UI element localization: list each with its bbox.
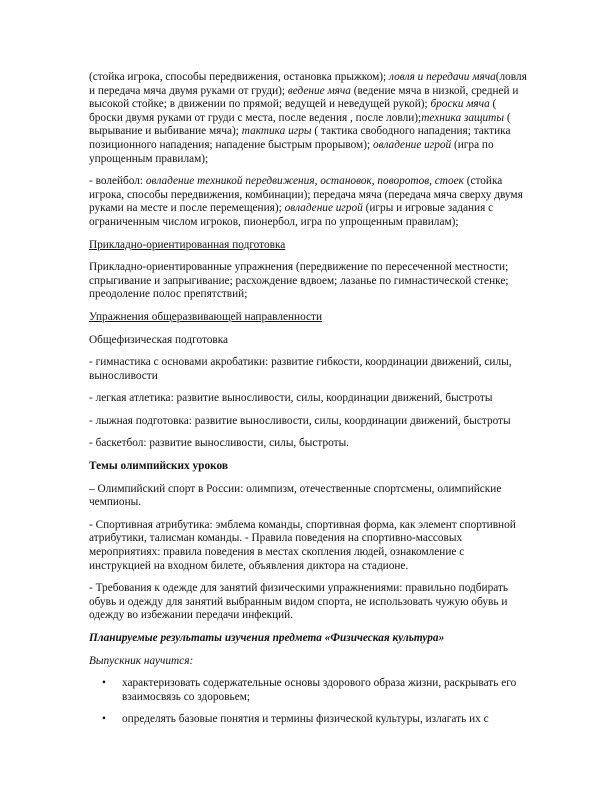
planned-results-heading: Планируемые результаты изучения предмета «Физическая культура» (89, 632, 445, 644)
italic-term: овладение техникой передвижения, остановок, поворотов, стоек (145, 175, 464, 188)
ski-paragraph: - лыжная подготовка: развитие выносливости, силы, координации движений, быстроты (89, 414, 511, 427)
olympic-lessons-heading: Темы олимпийских уроков (89, 460, 228, 473)
basketball-dev-paragraph: - баскетбол: развитие выносливости, силы, быстроты. (89, 437, 349, 450)
italic-term: ведение мяча (287, 84, 351, 97)
sport-attributes-paragraph: - Спортивная атрибутика: эмблема команды, спортивная форма, как элемент спортивной атрибутики, талисман команды. - Правила поведения на спортивно-массовых мероприятиях: правила поведения в местах скопления людей, ознакомление с инструкцией на входном билете, объявления диктора на стадионе. (89, 518, 516, 572)
italic-term: техника защиты (421, 111, 504, 124)
volleyball-paragraph (89, 175, 529, 229)
italic-term: овладение игрой (284, 202, 363, 215)
text-run: (стойка игрока, способы передвижения, комбинации); передача мяча (передача мяча сверху двумя руками на месте и после перемещения); (89, 175, 523, 215)
general-physical-label: Общефизическая подготовка (89, 333, 229, 346)
italic-term: овладение игрой (372, 138, 452, 151)
gymnastics-paragraph: - гимнастика с основами акробатики: развитие гибкости, координации движений, силы, выносливости (89, 356, 512, 382)
clothing-requirements-paragraph: - Требования к одежде для занятий физическими упражнениями: правильно подбирать обувь и одежду для занятий выбранным видом спорта, не использовать чужую обувь и одежду во избежании передачи инфекций. (89, 582, 509, 622)
document-body (89, 71, 529, 736)
list-item: • определять базовые понятия и термины физической культуры, излагать их с (89, 713, 529, 727)
athletics-paragraph: - легкая атлетика: развитие выносливости, силы, координации движений, быстроты (89, 392, 493, 405)
text-run: (ведение мяча в низкой, средней и высокой стойке; в движении по прямой; ведущей и неведущей рукой); (89, 84, 519, 111)
text-run: (игры и игровые задания с ограниченным числом игроков, пионербол, игра по упрощенным правилам); (89, 202, 494, 228)
text-run: - волейбол: (89, 175, 146, 188)
italic-term: ловля и передачи мяча (389, 71, 496, 83)
text-run: (стойка игрока, способы передвижения, остановка прыжком); (89, 71, 390, 83)
text-run: (ловля и передача мяча двумя руками от груди); (89, 71, 527, 97)
general-development-heading: Упражнения общеразвивающей направленности (89, 310, 322, 323)
text-run: ( броски двумя руками от груди с места, после ведения , после ловли); (89, 98, 497, 124)
graduate-will-learn-label: Выпускник научится: (89, 654, 194, 667)
italic-term: броски мяча (430, 98, 490, 111)
basketball-paragraph (89, 71, 529, 166)
applied-training-paragraph: Прикладно-ориентированные упражнения (передвижение по пересеченной местности; спрыгивание и запрыгивание; расхождение вдвоем; лазанье по гимнастической стенке; преодоление полос препятствий; (89, 261, 509, 301)
text-run: ( вырывание и выбивание мяча); (89, 111, 511, 138)
applied-training-heading: Прикладно-ориентированная подготовка (89, 238, 286, 251)
text-run: ( тактика свободного нападения; тактика позиционного нападения; нападение быстрым прорывом); (89, 125, 511, 151)
olympic-sport-paragraph: – Олимпийский спорт в России: олимпизм, отечественные спортсмены, олимпийские чемпионы. (89, 482, 502, 509)
results-list (89, 677, 529, 727)
text-run: (игра по упрощенным правилам); (89, 138, 494, 165)
list-item: • характеризовать содержательные основы здорового образа жизни, раскрывать его взаимосвязь со здоровьем; (89, 677, 529, 704)
italic-term: тактика игры (241, 125, 312, 138)
